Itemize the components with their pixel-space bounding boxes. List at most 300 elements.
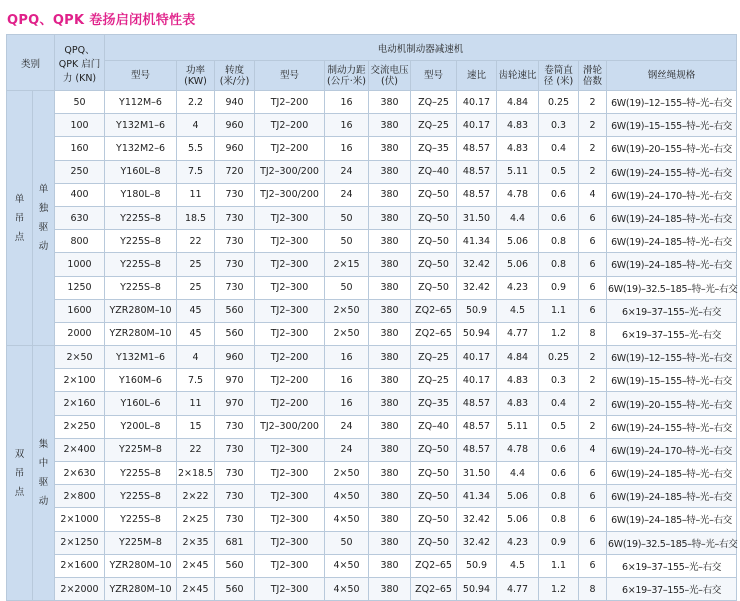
cell-drum-diameter: 0.8 — [539, 508, 579, 531]
cell-brake-torque: 16 — [325, 392, 369, 415]
cell-drum-diameter: 0.9 — [539, 276, 579, 299]
group-drive-type: 单 独 驱 动 — [33, 91, 55, 346]
group-lift-type: 单 吊 点 — [7, 91, 33, 346]
cell-pulley-count: 6 — [579, 485, 607, 508]
table-row — [7, 369, 737, 392]
table-row — [7, 485, 737, 508]
table-row — [7, 299, 737, 322]
cell-ratio: 32.42 — [457, 531, 497, 554]
cell-voltage: 380 — [369, 346, 411, 369]
cell-ratio: 31.50 — [457, 462, 497, 485]
header-speed: 转度 (米/分) — [215, 61, 255, 91]
cell-rope-spec: 6W(19)–24–170–特–光–右交 — [607, 183, 737, 206]
page-title: QPQ、QPK 卷扬启闭机特性表 — [7, 13, 196, 28]
cell-capacity: 2×2000 — [55, 577, 105, 600]
cell-brake-model: TJ2–300 — [255, 485, 325, 508]
cell-ratio: 50.9 — [457, 554, 497, 577]
cell-pulley-count: 2 — [579, 392, 607, 415]
cell-motor-model: Y132M1–6 — [105, 346, 177, 369]
cell-voltage: 380 — [369, 322, 411, 345]
cell-pulley-count: 8 — [579, 577, 607, 600]
cell-ratio: 41.34 — [457, 485, 497, 508]
cell-motor-model: Y225M–8 — [105, 531, 177, 554]
cell-capacity: 2×1250 — [55, 531, 105, 554]
cell-brake-torque: 16 — [325, 137, 369, 160]
cell-power: 4 — [177, 346, 215, 369]
cell-gear-ratio: 5.11 — [497, 160, 539, 183]
header-capacity: QPQ、QPK 启门力 (KN) — [55, 35, 105, 91]
cell-drum-diameter: 0.5 — [539, 415, 579, 438]
cell-reducer-model: ZQ–35 — [411, 392, 457, 415]
header-pulley-count: 滑轮倍数 — [579, 61, 607, 91]
cell-ratio: 48.57 — [457, 160, 497, 183]
cell-capacity: 1250 — [55, 276, 105, 299]
cell-gear-ratio: 4.78 — [497, 438, 539, 461]
cell-brake-torque: 4×50 — [325, 485, 369, 508]
cell-brake-torque: 24 — [325, 415, 369, 438]
cell-brake-torque: 2×15 — [325, 253, 369, 276]
cell-ratio: 48.57 — [457, 183, 497, 206]
cell-brake-torque: 2×50 — [325, 322, 369, 345]
cell-drum-diameter: 0.6 — [539, 462, 579, 485]
cell-brake-model: TJ2–300 — [255, 508, 325, 531]
header-rope-spec: 钢丝绳规格 — [607, 61, 737, 91]
cell-brake-torque: 4×50 — [325, 508, 369, 531]
cell-ratio: 32.42 — [457, 508, 497, 531]
cell-speed: 730 — [215, 183, 255, 206]
cell-reducer-model: ZQ2–65 — [411, 322, 457, 345]
cell-pulley-count: 2 — [579, 114, 607, 137]
cell-motor-model: Y225S–8 — [105, 485, 177, 508]
header-motor-model: 型号 — [105, 61, 177, 91]
cell-pulley-count: 2 — [579, 137, 607, 160]
cell-power: 2×45 — [177, 577, 215, 600]
cell-reducer-model: ZQ–50 — [411, 462, 457, 485]
cell-rope-spec: 6W(19)–15–155–特–光–右交 — [607, 369, 737, 392]
cell-capacity: 160 — [55, 137, 105, 160]
cell-drum-diameter: 0.3 — [539, 114, 579, 137]
cell-speed: 560 — [215, 577, 255, 600]
header-category: 类别 — [7, 35, 55, 91]
cell-reducer-model: ZQ–25 — [411, 369, 457, 392]
cell-brake-model: TJ2–300 — [255, 230, 325, 253]
cell-speed: 960 — [215, 137, 255, 160]
cell-voltage: 380 — [369, 392, 411, 415]
cell-power: 18.5 — [177, 206, 215, 229]
cell-drum-diameter: 0.6 — [539, 438, 579, 461]
table-row — [7, 322, 737, 345]
cell-reducer-model: ZQ–50 — [411, 438, 457, 461]
cell-gear-ratio: 4.83 — [497, 392, 539, 415]
cell-drum-diameter: 0.25 — [539, 346, 579, 369]
cell-speed: 681 — [215, 531, 255, 554]
cell-rope-spec: 6W(19)–20–155–特–光–右交 — [607, 137, 737, 160]
cell-brake-model: TJ2–300/200 — [255, 160, 325, 183]
cell-capacity: 2×100 — [55, 369, 105, 392]
cell-power: 7.5 — [177, 369, 215, 392]
cell-rope-spec: 6W(19)–24–185–特–光–右交 — [607, 230, 737, 253]
cell-brake-torque: 24 — [325, 183, 369, 206]
cell-speed: 560 — [215, 322, 255, 345]
cell-gear-ratio: 5.06 — [497, 485, 539, 508]
cell-brake-model: TJ2–300 — [255, 554, 325, 577]
cell-capacity: 800 — [55, 230, 105, 253]
cell-pulley-count: 4 — [579, 183, 607, 206]
cell-speed: 730 — [215, 230, 255, 253]
cell-power: 5.5 — [177, 137, 215, 160]
cell-capacity: 630 — [55, 206, 105, 229]
cell-capacity: 2×1600 — [55, 554, 105, 577]
cell-motor-model: YZR280M–10 — [105, 554, 177, 577]
cell-capacity: 50 — [55, 91, 105, 114]
table-row — [7, 531, 737, 554]
cell-brake-model: TJ2–300 — [255, 462, 325, 485]
cell-reducer-model: ZQ–50 — [411, 508, 457, 531]
cell-brake-torque: 16 — [325, 114, 369, 137]
cell-drum-diameter: 0.4 — [539, 392, 579, 415]
cell-power: 2×25 — [177, 508, 215, 531]
cell-capacity: 400 — [55, 183, 105, 206]
cell-gear-ratio: 5.06 — [497, 508, 539, 531]
cell-ratio: 48.57 — [457, 415, 497, 438]
cell-brake-torque: 2×50 — [325, 299, 369, 322]
cell-voltage: 380 — [369, 276, 411, 299]
cell-voltage: 380 — [369, 438, 411, 461]
cell-power: 25 — [177, 253, 215, 276]
cell-drum-diameter: 1.1 — [539, 554, 579, 577]
cell-ratio: 48.57 — [457, 392, 497, 415]
table-row — [7, 577, 737, 600]
cell-motor-model: Y225S–8 — [105, 253, 177, 276]
cell-pulley-count: 4 — [579, 438, 607, 461]
cell-brake-torque: 24 — [325, 438, 369, 461]
cell-speed: 720 — [215, 160, 255, 183]
cell-drum-diameter: 1.2 — [539, 322, 579, 345]
cell-gear-ratio: 4.78 — [497, 183, 539, 206]
cell-drum-diameter: 0.5 — [539, 160, 579, 183]
cell-capacity: 2000 — [55, 322, 105, 345]
cell-brake-model: TJ2–300 — [255, 206, 325, 229]
cell-motor-model: Y200L–8 — [105, 415, 177, 438]
cell-pulley-count: 2 — [579, 160, 607, 183]
cell-capacity: 2×800 — [55, 485, 105, 508]
cell-drum-diameter: 0.25 — [539, 91, 579, 114]
cell-gear-ratio: 4.23 — [497, 276, 539, 299]
cell-brake-model: TJ2–300 — [255, 253, 325, 276]
cell-ratio: 41.34 — [457, 230, 497, 253]
cell-speed: 560 — [215, 299, 255, 322]
cell-voltage: 380 — [369, 531, 411, 554]
header-brake-torque: 制动力距 (公斤·米) — [325, 61, 369, 91]
cell-reducer-model: ZQ–50 — [411, 206, 457, 229]
cell-speed: 730 — [215, 206, 255, 229]
group-drive-type: 集 中 驱 动 — [33, 346, 55, 601]
cell-motor-model: Y180L–8 — [105, 183, 177, 206]
cell-drum-diameter: 0.8 — [539, 230, 579, 253]
cell-power: 25 — [177, 276, 215, 299]
cell-brake-torque: 50 — [325, 206, 369, 229]
group-lift-type: 双 吊 点 — [7, 346, 33, 601]
cell-ratio: 40.17 — [457, 346, 497, 369]
table-row — [7, 392, 737, 415]
cell-pulley-count: 8 — [579, 322, 607, 345]
cell-capacity: 100 — [55, 114, 105, 137]
cell-voltage: 380 — [369, 485, 411, 508]
cell-speed: 970 — [215, 369, 255, 392]
table-row — [7, 137, 737, 160]
cell-gear-ratio: 4.77 — [497, 322, 539, 345]
table-row — [7, 276, 737, 299]
cell-brake-model: TJ2–300/200 — [255, 183, 325, 206]
cell-voltage: 380 — [369, 462, 411, 485]
cell-pulley-count: 6 — [579, 554, 607, 577]
table-row — [7, 462, 737, 485]
cell-rope-spec: 6W(19)–24–185–特–光–右交 — [607, 206, 737, 229]
cell-brake-model: TJ2–200 — [255, 137, 325, 160]
table-row — [7, 91, 737, 114]
cell-rope-spec: 6W(19)–32.5–185–特–光–右交 — [607, 531, 737, 554]
header-power: 功率 (KW) — [177, 61, 215, 91]
cell-capacity: 2×1000 — [55, 508, 105, 531]
header-group-motor-brake-reducer: 电动机制动器减速机 — [105, 35, 737, 61]
table-row — [7, 230, 737, 253]
cell-reducer-model: ZQ–50 — [411, 183, 457, 206]
cell-speed: 730 — [215, 462, 255, 485]
cell-speed: 730 — [215, 253, 255, 276]
cell-gear-ratio: 4.77 — [497, 577, 539, 600]
cell-speed: 960 — [215, 346, 255, 369]
cell-speed: 730 — [215, 276, 255, 299]
cell-brake-torque: 50 — [325, 276, 369, 299]
cell-reducer-model: ZQ–50 — [411, 276, 457, 299]
cell-ratio: 40.17 — [457, 114, 497, 137]
cell-pulley-count: 2 — [579, 369, 607, 392]
cell-ratio: 32.42 — [457, 276, 497, 299]
cell-brake-model: TJ2–200 — [255, 114, 325, 137]
cell-pulley-count: 2 — [579, 415, 607, 438]
cell-capacity: 2×630 — [55, 462, 105, 485]
cell-power: 45 — [177, 322, 215, 345]
cell-ratio: 50.9 — [457, 299, 497, 322]
cell-brake-model: TJ2–200 — [255, 369, 325, 392]
cell-voltage: 380 — [369, 137, 411, 160]
table-row — [7, 508, 737, 531]
cell-capacity: 1000 — [55, 253, 105, 276]
cell-speed: 970 — [215, 392, 255, 415]
cell-motor-model: Y160L–8 — [105, 160, 177, 183]
cell-brake-torque: 24 — [325, 160, 369, 183]
cell-gear-ratio: 5.06 — [497, 253, 539, 276]
cell-power: 7.5 — [177, 160, 215, 183]
cell-voltage: 380 — [369, 91, 411, 114]
cell-motor-model: Y225S–8 — [105, 276, 177, 299]
cell-voltage: 380 — [369, 230, 411, 253]
cell-brake-model: TJ2–300 — [255, 577, 325, 600]
cell-gear-ratio: 4.84 — [497, 346, 539, 369]
cell-pulley-count: 6 — [579, 462, 607, 485]
cell-rope-spec: 6W(19)–24–155–特–光–右交 — [607, 415, 737, 438]
cell-motor-model: Y160L–6 — [105, 392, 177, 415]
cell-brake-model: TJ2–200 — [255, 392, 325, 415]
cell-brake-torque: 16 — [325, 91, 369, 114]
header-voltage: 交流电压 (伏) — [369, 61, 411, 91]
cell-rope-spec: 6×19–37–155–光–右交 — [607, 322, 737, 345]
cell-gear-ratio: 4.5 — [497, 554, 539, 577]
cell-power: 4 — [177, 114, 215, 137]
cell-motor-model: Y225S–8 — [105, 230, 177, 253]
cell-speed: 730 — [215, 508, 255, 531]
table-row — [7, 253, 737, 276]
cell-power: 2×22 — [177, 485, 215, 508]
cell-speed: 730 — [215, 415, 255, 438]
cell-ratio: 32.42 — [457, 253, 497, 276]
cell-capacity: 2×160 — [55, 392, 105, 415]
header-drum-diameter: 卷筒直径 (米) — [539, 61, 579, 91]
cell-brake-model: TJ2–300 — [255, 438, 325, 461]
cell-brake-model: TJ2–300 — [255, 322, 325, 345]
cell-reducer-model: ZQ–40 — [411, 415, 457, 438]
cell-reducer-model: ZQ2–65 — [411, 554, 457, 577]
cell-brake-torque: 2×50 — [325, 462, 369, 485]
header-reducer-model: 型号 — [411, 61, 457, 91]
cell-rope-spec: 6W(19)–24–185–特–光–右交 — [607, 485, 737, 508]
cell-motor-model: Y112M–6 — [105, 91, 177, 114]
cell-power: 45 — [177, 299, 215, 322]
cell-gear-ratio: 4.83 — [497, 114, 539, 137]
cell-power: 11 — [177, 392, 215, 415]
cell-drum-diameter: 0.4 — [539, 137, 579, 160]
cell-rope-spec: 6W(19)–32.5–185–特–光–右交 — [607, 276, 737, 299]
cell-drum-diameter: 0.9 — [539, 531, 579, 554]
cell-ratio: 40.17 — [457, 91, 497, 114]
cell-power: 2×18.5 — [177, 462, 215, 485]
cell-gear-ratio: 4.83 — [497, 369, 539, 392]
cell-pulley-count: 6 — [579, 253, 607, 276]
cell-pulley-count: 6 — [579, 230, 607, 253]
cell-motor-model: Y160M–6 — [105, 369, 177, 392]
cell-gear-ratio: 4.83 — [497, 137, 539, 160]
table-header — [7, 35, 737, 91]
cell-rope-spec: 6W(19)–24–185–特–光–右交 — [607, 253, 737, 276]
cell-motor-model: Y225S–8 — [105, 206, 177, 229]
cell-gear-ratio: 4.84 — [497, 91, 539, 114]
cell-pulley-count: 6 — [579, 508, 607, 531]
cell-drum-diameter: 0.3 — [539, 369, 579, 392]
cell-voltage: 380 — [369, 415, 411, 438]
cell-capacity: 2×50 — [55, 346, 105, 369]
table-body — [7, 91, 737, 601]
cell-power: 22 — [177, 438, 215, 461]
cell-ratio: 48.57 — [457, 137, 497, 160]
table-row — [7, 114, 737, 137]
cell-speed: 730 — [215, 438, 255, 461]
cell-brake-model: TJ2–300 — [255, 531, 325, 554]
cell-power: 2×45 — [177, 554, 215, 577]
cell-reducer-model: ZQ–35 — [411, 137, 457, 160]
cell-brake-torque: 4×50 — [325, 577, 369, 600]
cell-brake-torque: 16 — [325, 346, 369, 369]
cell-drum-diameter: 0.6 — [539, 183, 579, 206]
cell-voltage: 380 — [369, 253, 411, 276]
cell-motor-model: Y132M2–6 — [105, 137, 177, 160]
cell-gear-ratio: 4.5 — [497, 299, 539, 322]
cell-reducer-model: ZQ–25 — [411, 91, 457, 114]
cell-gear-ratio: 4.4 — [497, 462, 539, 485]
cell-reducer-model: ZQ2–65 — [411, 299, 457, 322]
cell-reducer-model: ZQ–50 — [411, 230, 457, 253]
cell-ratio: 50.94 — [457, 577, 497, 600]
cell-motor-model: Y132M1–6 — [105, 114, 177, 137]
spec-table — [6, 34, 737, 601]
cell-speed: 730 — [215, 485, 255, 508]
cell-brake-model: TJ2–300 — [255, 276, 325, 299]
cell-rope-spec: 6W(19)–12–155–特–光–右交 — [607, 346, 737, 369]
table-row — [7, 438, 737, 461]
cell-pulley-count: 2 — [579, 91, 607, 114]
cell-drum-diameter: 1.1 — [539, 299, 579, 322]
cell-speed: 940 — [215, 91, 255, 114]
table-row — [7, 183, 737, 206]
header-brake-model: 型号 — [255, 61, 325, 91]
cell-rope-spec: 6W(19)–24–155–特–光–右交 — [607, 160, 737, 183]
cell-power: 2×35 — [177, 531, 215, 554]
cell-voltage: 380 — [369, 160, 411, 183]
cell-capacity: 1600 — [55, 299, 105, 322]
cell-ratio: 50.94 — [457, 322, 497, 345]
cell-motor-model: YZR280M–10 — [105, 577, 177, 600]
header-gear-ratio: 齿轮速比 — [497, 61, 539, 91]
cell-reducer-model: ZQ–40 — [411, 160, 457, 183]
cell-brake-torque: 50 — [325, 531, 369, 554]
cell-gear-ratio: 4.4 — [497, 206, 539, 229]
cell-drum-diameter: 0.6 — [539, 206, 579, 229]
cell-motor-model: YZR280M–10 — [105, 322, 177, 345]
cell-reducer-model: ZQ–25 — [411, 346, 457, 369]
cell-motor-model: Y225S–8 — [105, 462, 177, 485]
cell-rope-spec: 6W(19)–24–185–特–光–右交 — [607, 462, 737, 485]
cell-gear-ratio: 4.23 — [497, 531, 539, 554]
cell-ratio: 48.57 — [457, 438, 497, 461]
cell-voltage: 380 — [369, 114, 411, 137]
cell-reducer-model: ZQ2–65 — [411, 577, 457, 600]
cell-brake-model: TJ2–300/200 — [255, 415, 325, 438]
cell-rope-spec: 6W(19)–24–185–特–光–右交 — [607, 508, 737, 531]
cell-reducer-model: ZQ–50 — [411, 485, 457, 508]
cell-voltage: 380 — [369, 369, 411, 392]
cell-capacity: 2×400 — [55, 438, 105, 461]
cell-capacity: 2×250 — [55, 415, 105, 438]
cell-reducer-model: ZQ–50 — [411, 253, 457, 276]
cell-brake-model: TJ2–200 — [255, 346, 325, 369]
cell-rope-spec: 6W(19)–15–155–特–光–右交 — [607, 114, 737, 137]
cell-gear-ratio: 5.06 — [497, 230, 539, 253]
cell-pulley-count: 6 — [579, 276, 607, 299]
cell-brake-torque: 16 — [325, 369, 369, 392]
cell-ratio: 31.50 — [457, 206, 497, 229]
cell-brake-model: TJ2–300 — [255, 299, 325, 322]
cell-power: 11 — [177, 183, 215, 206]
cell-motor-model: Y225S–8 — [105, 508, 177, 531]
cell-rope-spec: 6W(19)–12–155–特–光–右交 — [607, 91, 737, 114]
header-ratio: 速比 — [457, 61, 497, 91]
cell-speed: 560 — [215, 554, 255, 577]
table-row — [7, 160, 737, 183]
cell-brake-model: TJ2–200 — [255, 91, 325, 114]
cell-power: 2.2 — [177, 91, 215, 114]
cell-drum-diameter: 0.8 — [539, 253, 579, 276]
cell-rope-spec: 6W(19)–24–170–特–光–右交 — [607, 438, 737, 461]
cell-gear-ratio: 5.11 — [497, 415, 539, 438]
